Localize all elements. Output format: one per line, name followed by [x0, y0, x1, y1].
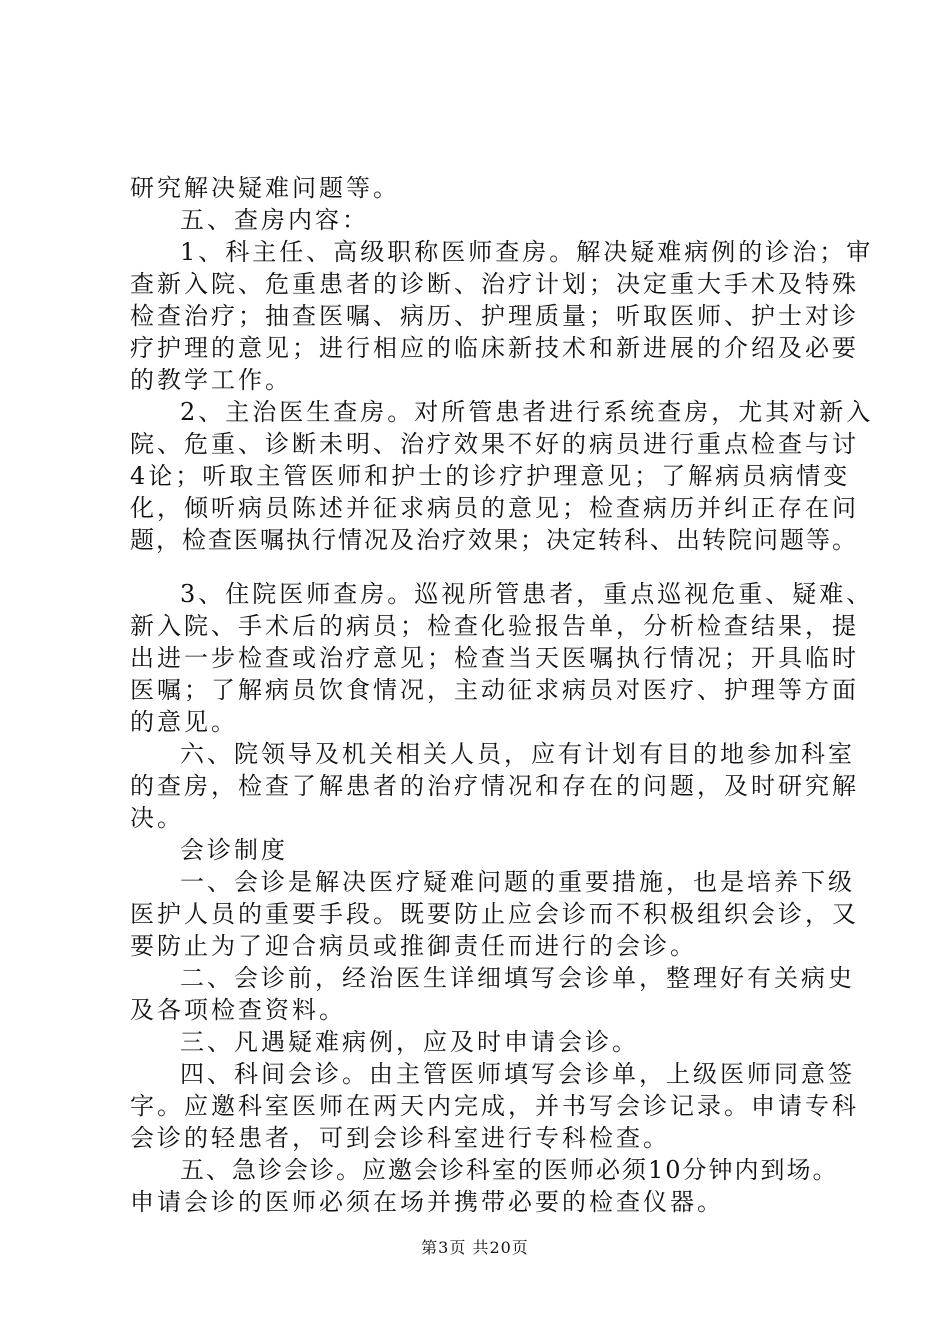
text-line: 医嘱；了解病员饮食情况，主动征求病员对医疗、护理等方面 — [130, 676, 859, 704]
text-line: 出进一步检查或治疗意见；检查当天医嘱执行情况；开具临时 — [130, 644, 859, 672]
text-line: 化，倾听病员陈述并征求病员的意见；检查病历并纠正存在问 — [130, 494, 859, 522]
text-line: 的教学工作。 — [130, 366, 292, 394]
text-line: 2、主治医生查房。对所管患者进行系统查房，尤其对新入 — [180, 398, 874, 426]
text-line: 医护人员的重要手段。既要防止应会诊而不积极组织会诊，又 — [130, 900, 859, 928]
text-line: 题，检查医嘱执行情况及治疗效果；决定转科、出转院问题等。 — [130, 526, 858, 554]
text-line: 的查房，检查了解患者的治疗情况和存在的问题，及时研究解 — [130, 772, 859, 800]
text-line: 申请会诊的医师必须在场并携带必要的检查仪器。 — [130, 1188, 724, 1216]
text-line: 4论；听取主管医师和护士的诊疗护理意见；了解病员病情变 — [130, 462, 851, 490]
text-line: 六、院领导及机关相关人员，应有计划有目的地参加科室 — [180, 740, 855, 768]
text-line: 院、危重、诊断未明、治疗效果不好的病员进行重点检查与讨 — [130, 430, 859, 458]
text-line: 研究解决疑难问题等。 — [130, 174, 400, 202]
text-line: 要防止为了迎合病员或推御责任而进行的会诊。 — [130, 932, 697, 960]
text-line: 一、会诊是解决医疗疑难问题的重要措施，也是培养下级 — [180, 868, 855, 896]
section-title: 会诊制度 — [180, 836, 288, 864]
text-line: 的意见。 — [130, 708, 238, 736]
text-line: 1、科主任、高级职称医师查房。解决疑难病例的诊治；审 — [180, 238, 874, 266]
text-line: 疗护理的意见；进行相应的临床新技术和新进展的介绍及必要 — [130, 334, 859, 362]
text-line: 检查治疗；抽查医嘱、病历、护理质量；听取医师、护士对诊 — [130, 302, 859, 330]
section-heading: 五、查房内容： — [180, 206, 369, 234]
text-line: 及各项检查资料。 — [130, 996, 346, 1024]
text-line: 3、住院医师查房。巡视所管患者，重点巡视危重、疑难、 — [180, 580, 874, 608]
text-line: 字。应邀科室医师在两天内完成，并书写会诊记录。申请专科 — [130, 1092, 859, 1120]
text-line: 新入院、手术后的病员；检查化验报告单，分析检查结果，提 — [130, 612, 859, 640]
text-line: 查新入院、危重患者的诊断、治疗计划；决定重大手术及特殊 — [130, 270, 859, 298]
page-number-footer: 第3页 共20页 — [421, 1238, 529, 1257]
text-line: 二、会诊前，经治医生详细填写会诊单，整理好有关病史 — [180, 964, 855, 992]
text-line: 决。 — [130, 804, 184, 832]
text-line: 五、急诊会诊。应邀会诊科室的医师必须10分钟内到场。 — [180, 1156, 839, 1184]
text-line: 三、凡遇疑难病例，应及时申请会诊。 — [180, 1028, 639, 1056]
text-line: 四、科间会诊。由主管医师填写会诊单，上级医师同意签 — [180, 1060, 855, 1088]
text-line: 会诊的轻患者，可到会诊科室进行专科检查。 — [130, 1124, 670, 1152]
